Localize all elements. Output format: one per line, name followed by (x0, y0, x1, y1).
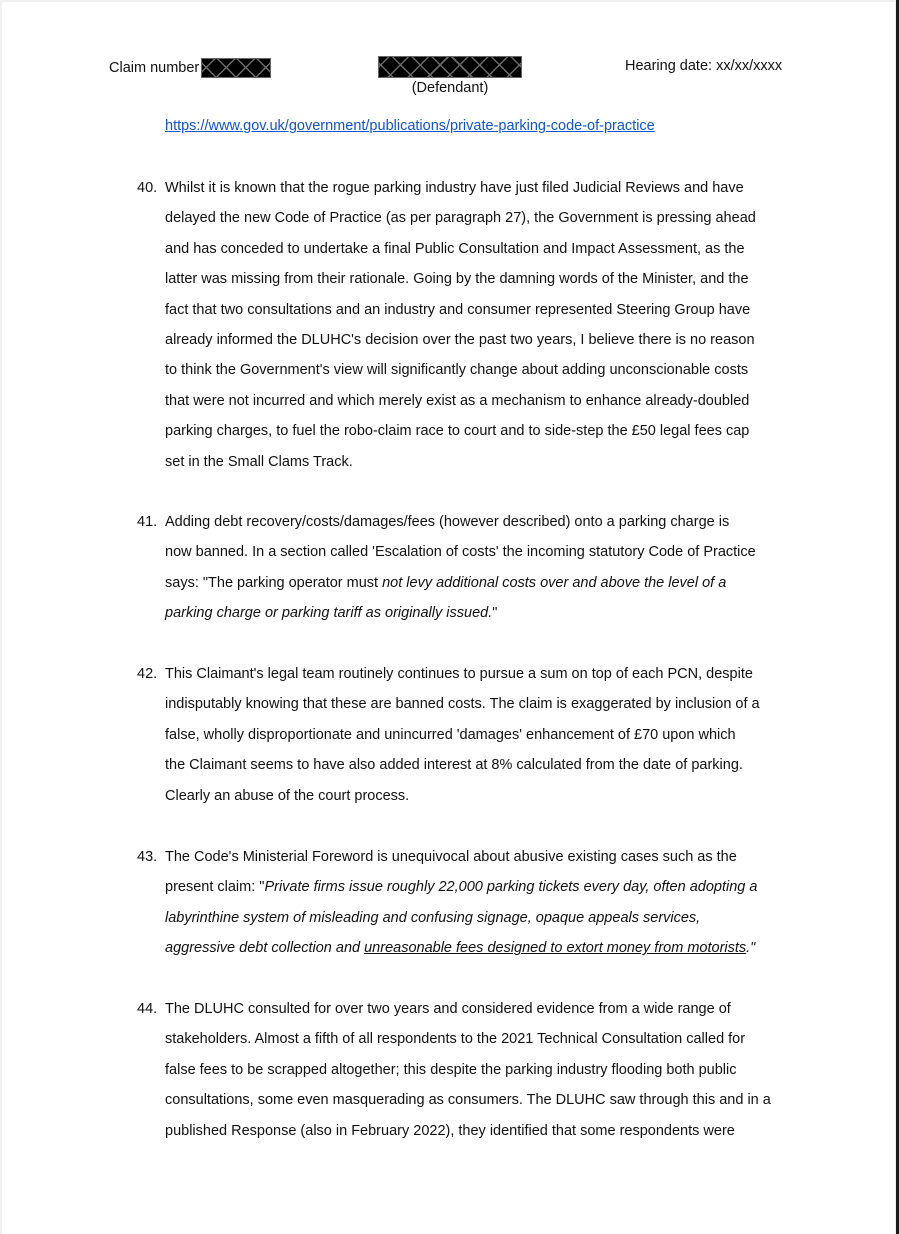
paragraph-line: to think the Government's view will significantly change about adding unconscionable costs (165, 362, 749, 379)
paragraph-line (165, 568, 797, 598)
paragraph-line: Adding debt recovery/costs/damages/fees (however described) onto a parking charge is (165, 514, 730, 530)
redacted-defendant-name-icon (378, 56, 522, 78)
paragraph-line: latter was missing from their rationale. Going by the damning words of the Minister, and the (165, 271, 749, 288)
paragraph-44 (137, 994, 797, 1146)
paragraph-40 (137, 173, 797, 477)
paragraph-41 (137, 507, 797, 629)
paragraph-line: already informed the DLUHC's decision over the past two years, I believe there is no reason (165, 332, 755, 349)
paragraph-number: 44. (137, 1001, 158, 1017)
paragraph-line: false fees to be scrapped altogether; this despite the parking industry flooding both public (165, 1061, 737, 1078)
paragraph-line (165, 872, 797, 902)
document-page (2, 2, 895, 1234)
quote-intro: says: "The parking operator must (165, 574, 383, 591)
paragraph-line: Clearly an abuse of the court process. (165, 787, 410, 804)
paragraph-line: set in the Small Clams Track. (165, 453, 353, 470)
defendant-label: (Defendant) (411, 80, 489, 96)
quote-italic: not levy additional costs over and above the level of a (382, 574, 727, 591)
defendant-block (378, 56, 522, 96)
paragraph-line: parking charges, to fuel the robo-claim race to court and to side-step the £50 legal fees cap (165, 423, 750, 440)
paragraph-line: fact that two consultations and an industry and consumer represented Steering Group have (165, 301, 751, 318)
paragraph-42 (137, 659, 797, 811)
paragraph-line: the Claimant seems to have also added interest at 8% calculated from the date of parking. (165, 757, 743, 774)
paragraph-line: consultations, some even masquerading as consumers. The DLUHC saw through this and in a (165, 1092, 771, 1109)
paragraph-line (165, 598, 797, 628)
paragraph-line: now banned. In a section called 'Escalation of costs' the incoming statutory Code of Practice (165, 544, 756, 561)
paragraph-line: stakeholders. Almost a fifth of all respondents to the 2021 Technical Consultation called for (165, 1031, 746, 1048)
quote-end: ." (746, 940, 756, 957)
page-header (2, 56, 895, 106)
code-of-practice-link[interactable]: https://www.gov.uk/government/publications/private-parking-code-of-practice (165, 118, 655, 134)
paragraph-number: 41. (137, 514, 158, 530)
hearing-date: Hearing date: xx/xx/xxxx (625, 58, 783, 74)
paragraph-number: 43. (137, 849, 158, 865)
paragraph-line: labyrinthine system of misleading and confusing signage, opaque appeals services, (165, 909, 701, 926)
paragraph-number: 42. (137, 666, 158, 682)
paragraph-line: indisputably knowing that these are banned costs. The claim is exaggerated by inclusion of a (165, 696, 760, 713)
claim-number-label: Claim number (109, 60, 200, 76)
quote-intro: present claim: " (165, 879, 265, 896)
paragraph-line (165, 933, 797, 963)
quote-italic: aggressive debt collection and (165, 940, 365, 957)
claim-number (109, 58, 271, 78)
paragraph-43 (137, 842, 797, 964)
paragraph-line: The Code's Ministerial Foreword is unequivocal about abusive existing cases such as the (165, 849, 737, 865)
paragraph-line: that were not incurred and which merely exist as a mechanism to enhance already-doubled (165, 392, 750, 409)
quote-underlined: unreasonable fees designed to extort money from motorists (364, 940, 747, 957)
quote-italic: parking charge or parking tariff as originally issued. (165, 605, 493, 622)
paragraph-line: This Claimant's legal team routinely continues to pursue a sum on top of each PCN, despite (165, 666, 753, 682)
paragraph-line: and has conceded to undertake a final Public Consultation and Impact Assessment, as the (165, 240, 745, 257)
paragraph-line: Whilst it is known that the rogue parking industry have just filed Judicial Reviews and have (165, 180, 744, 196)
quote-end: " (492, 605, 498, 622)
paragraph-line: delayed the new Code of Practice (as per paragraph 27), the Government is pressing ahead (165, 210, 756, 227)
paragraph-number: 40. (137, 180, 158, 196)
quote-italic: Private firms issue roughly 22,000 parking tickets every day, often adopting a (264, 879, 758, 896)
paragraph-line: false, wholly disproportionate and unincurred 'damages' enhancement of £70 upon which (165, 726, 736, 743)
paragraph-line: The DLUHC consulted for over two years and considered evidence from a wide range of (165, 1001, 731, 1017)
paragraph-line: published Response (also in February 2022), they identified that some respondents were (165, 1122, 735, 1139)
redacted-claim-number-icon (201, 58, 271, 78)
